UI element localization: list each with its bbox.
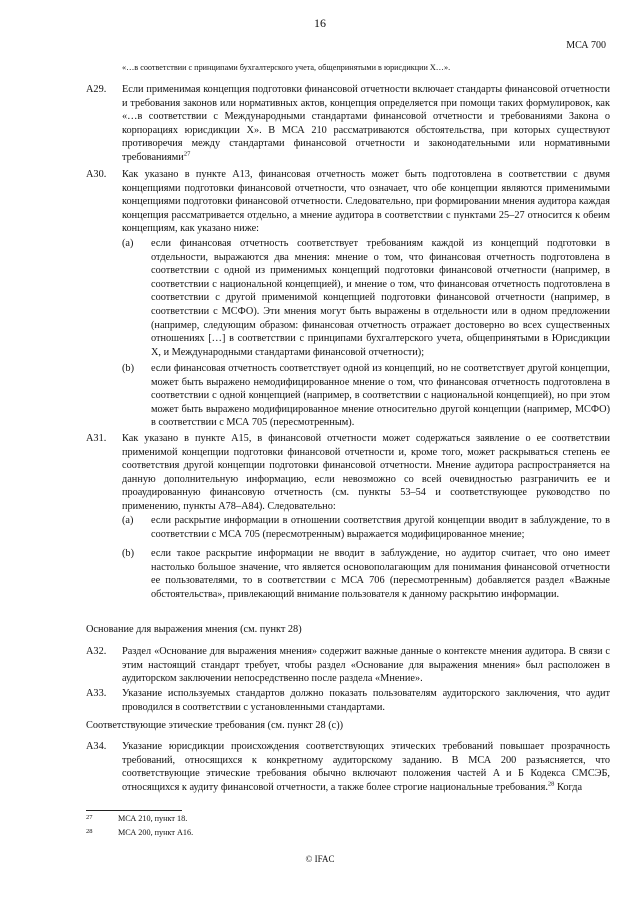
section-heading-basis: Основание для выражения мнения (см. пункт 28) (86, 624, 302, 635)
footnote-divider (86, 810, 182, 811)
paragraph-continuation: Когда (554, 781, 583, 793)
footnote-number: 28 (86, 828, 93, 835)
paragraph-a34 (86, 740, 610, 794)
footnote-text: МСА 210, пункт 18. (118, 814, 188, 823)
paragraph-a29 (86, 83, 610, 165)
footnote-ref: 27 (183, 150, 191, 158)
list-item-label: (b) (122, 548, 135, 559)
list-item-label: (a) (122, 515, 134, 526)
paragraph-text: Как указано в пункте A15, в финансовой отчетности может содержаться заявление о ее соответствии применимой концепции подготовки финансовой отчетности и, кроме того, может раскрываться степень ее соответствия другой концепции подготовки финансовой отчетности. Мнение аудитора распространяется на данную дополнительную информацию, если невозможно со всей очевидностью разграничить ее и проаудированную финансовую отчетность (см. пункты 53–54 и соответствующее руководство по применению, пункты A78–A84). Следовательно: (122, 433, 610, 512)
footnote (86, 814, 187, 823)
paragraph-text: Раздел «Основание для выражения мнения» содержит важные данные о контексте мнения аудитора. В связи с этим настоящий стандарт требует, чтобы раздел «Основание для выражения мнения» был расположен в аудиторском заключении непосредственно после раздела «Мнение». (122, 646, 610, 685)
paragraph-a32 (86, 645, 610, 686)
standard-reference: МСА 700 (566, 40, 606, 51)
paragraph-label: A30. (86, 169, 107, 180)
list-item-label: (a) (122, 238, 134, 249)
footnote-ref: 28 (547, 780, 555, 788)
list-item-a31-b (122, 547, 610, 601)
quote-line: «…в соответствии с принципами бухгалтерского учета, общепринятыми в юрисдикции X…». (122, 63, 451, 72)
paragraph-text: Указание используемых стандартов должно показать пользователям аудиторского заключения, что аудит проводился в соответствии с установленными стандартами. (122, 688, 610, 713)
paragraph-label: A29. (86, 84, 107, 95)
paragraph-a31 (86, 432, 610, 514)
footnote (86, 828, 193, 837)
list-item-text: если такое раскрытие информации не вводит в заблуждение, но аудитор считает, что оно имеет настолько большое значение, что является основополагающим для понимания финансовой отчетности ее пользователями, то в соответствии с МСА 706 (пересмотренным) добавляется раздел «Важные обстоятельства», привлекающий внимание пользователя к данному раскрытию информации. (151, 548, 610, 600)
footnote-text: МСА 200, пункт A16. (118, 828, 194, 837)
list-item-label: (b) (122, 363, 135, 374)
list-item-a30-b (122, 362, 610, 430)
paragraph-a30 (86, 168, 610, 236)
paragraph-label: A31. (86, 433, 107, 444)
paragraph-label: A32. (86, 646, 107, 657)
list-item-text: если финансовая отчетность соответствует одной из концепций, но не соответствует другой концепции, может быть выражено немодифицированное мнение о том, что финансовая отчетность подготовлена в соответствии с одной концепцией (например, в соответствии с национальной концепцией), но при этом может быть выражено модифицированное мнение относительно другой концепции (например, МСФО) в соответствии с МСА 705 (пересмотренным). (151, 363, 610, 429)
section-heading-ethics: Соответствующие этические требования (см. пункт 28 (c)) (86, 720, 344, 731)
paragraph-text: Указание юрисдикции происхождения соответствующих этических требований повышает прозрачность требований, относящихся к конкретному аудиторскому заданию. В МСА 200 разъясняется, что соответствующие этические требования обычно включают положения частей A и Б Кодекса СМСЭБ, относящихся к аудиту финансовой отчетности, а также более строгие национальные требования. (122, 741, 610, 793)
page-footer: © IFAC (305, 854, 335, 864)
footnote-number: 27 (86, 814, 93, 821)
list-item-text: если финансовая отчетность соответствует требованиям каждой из концепций подготовки в отдельности, выражаются два мнения: мнение о том, что финансовая отчетность подготовлена в соответствии с одной из применимых концепций подготовки финансовой отчетности (например, в соответствии с национальной концепцией), и мнение о том, что финансовая отчетность подготовлена в соответствии с другой применимой концепцией подготовки финансовой отчетности (например, в соответствии с МСФО). Эти мнения могут быть выражены в отдельности или в одном предложении (например, следующим образом: финансовая отчетность отражает достоверно во всех существенных отношениях […] в соответствии с принципами бухгалтерского учета, общепринятыми в Юрисдикции X, и Международными стандартами финансовой отчетности); (151, 238, 610, 358)
paragraph-label: A34. (86, 741, 107, 752)
paragraph-text: Если применимая концепция подготовки финансовой отчетности включает стандарты финансовой отчетности и требования законов или нормативных актов, концепция определяется при помощи таких формулировок, как «…в соответствии с Международными стандартами финансовой отчетности и требованиями Закона о корпорациях юрисдикции X». В МСА 210 рассматриваются обстоятельства, при которых существуют противоречия между стандартами финансовой отчетности и законодательными или нормативными требованиями (122, 84, 610, 163)
list-item-text: если раскрытие информации в отношении соответствия другой концепции вводит в заблуждение, то в соответствии с МСА 705 (пересмотренным) выражается модифицированное мнение; (151, 515, 610, 540)
list-item-a30-a (122, 237, 610, 359)
paragraph-a33 (86, 687, 610, 714)
paragraph-label: A33. (86, 688, 107, 699)
list-item-a31-a (122, 514, 610, 541)
page-number: 16 (314, 16, 326, 30)
paragraph-text: Как указано в пункте A13, финансовая отчетность может быть подготовлена в соответствии с двумя концепциями подготовки финансовой отчетности, что означает, что обе концепции являются применимыми концепциями подготовки финансовой отчетности. Следовательно, при формировании мнения аудитора каждая концепция рассматривается отдельно, а мнение аудитора в соответствии с пунктами 25–27 относится к обеим концепциям, как указано ниже: (122, 169, 610, 235)
